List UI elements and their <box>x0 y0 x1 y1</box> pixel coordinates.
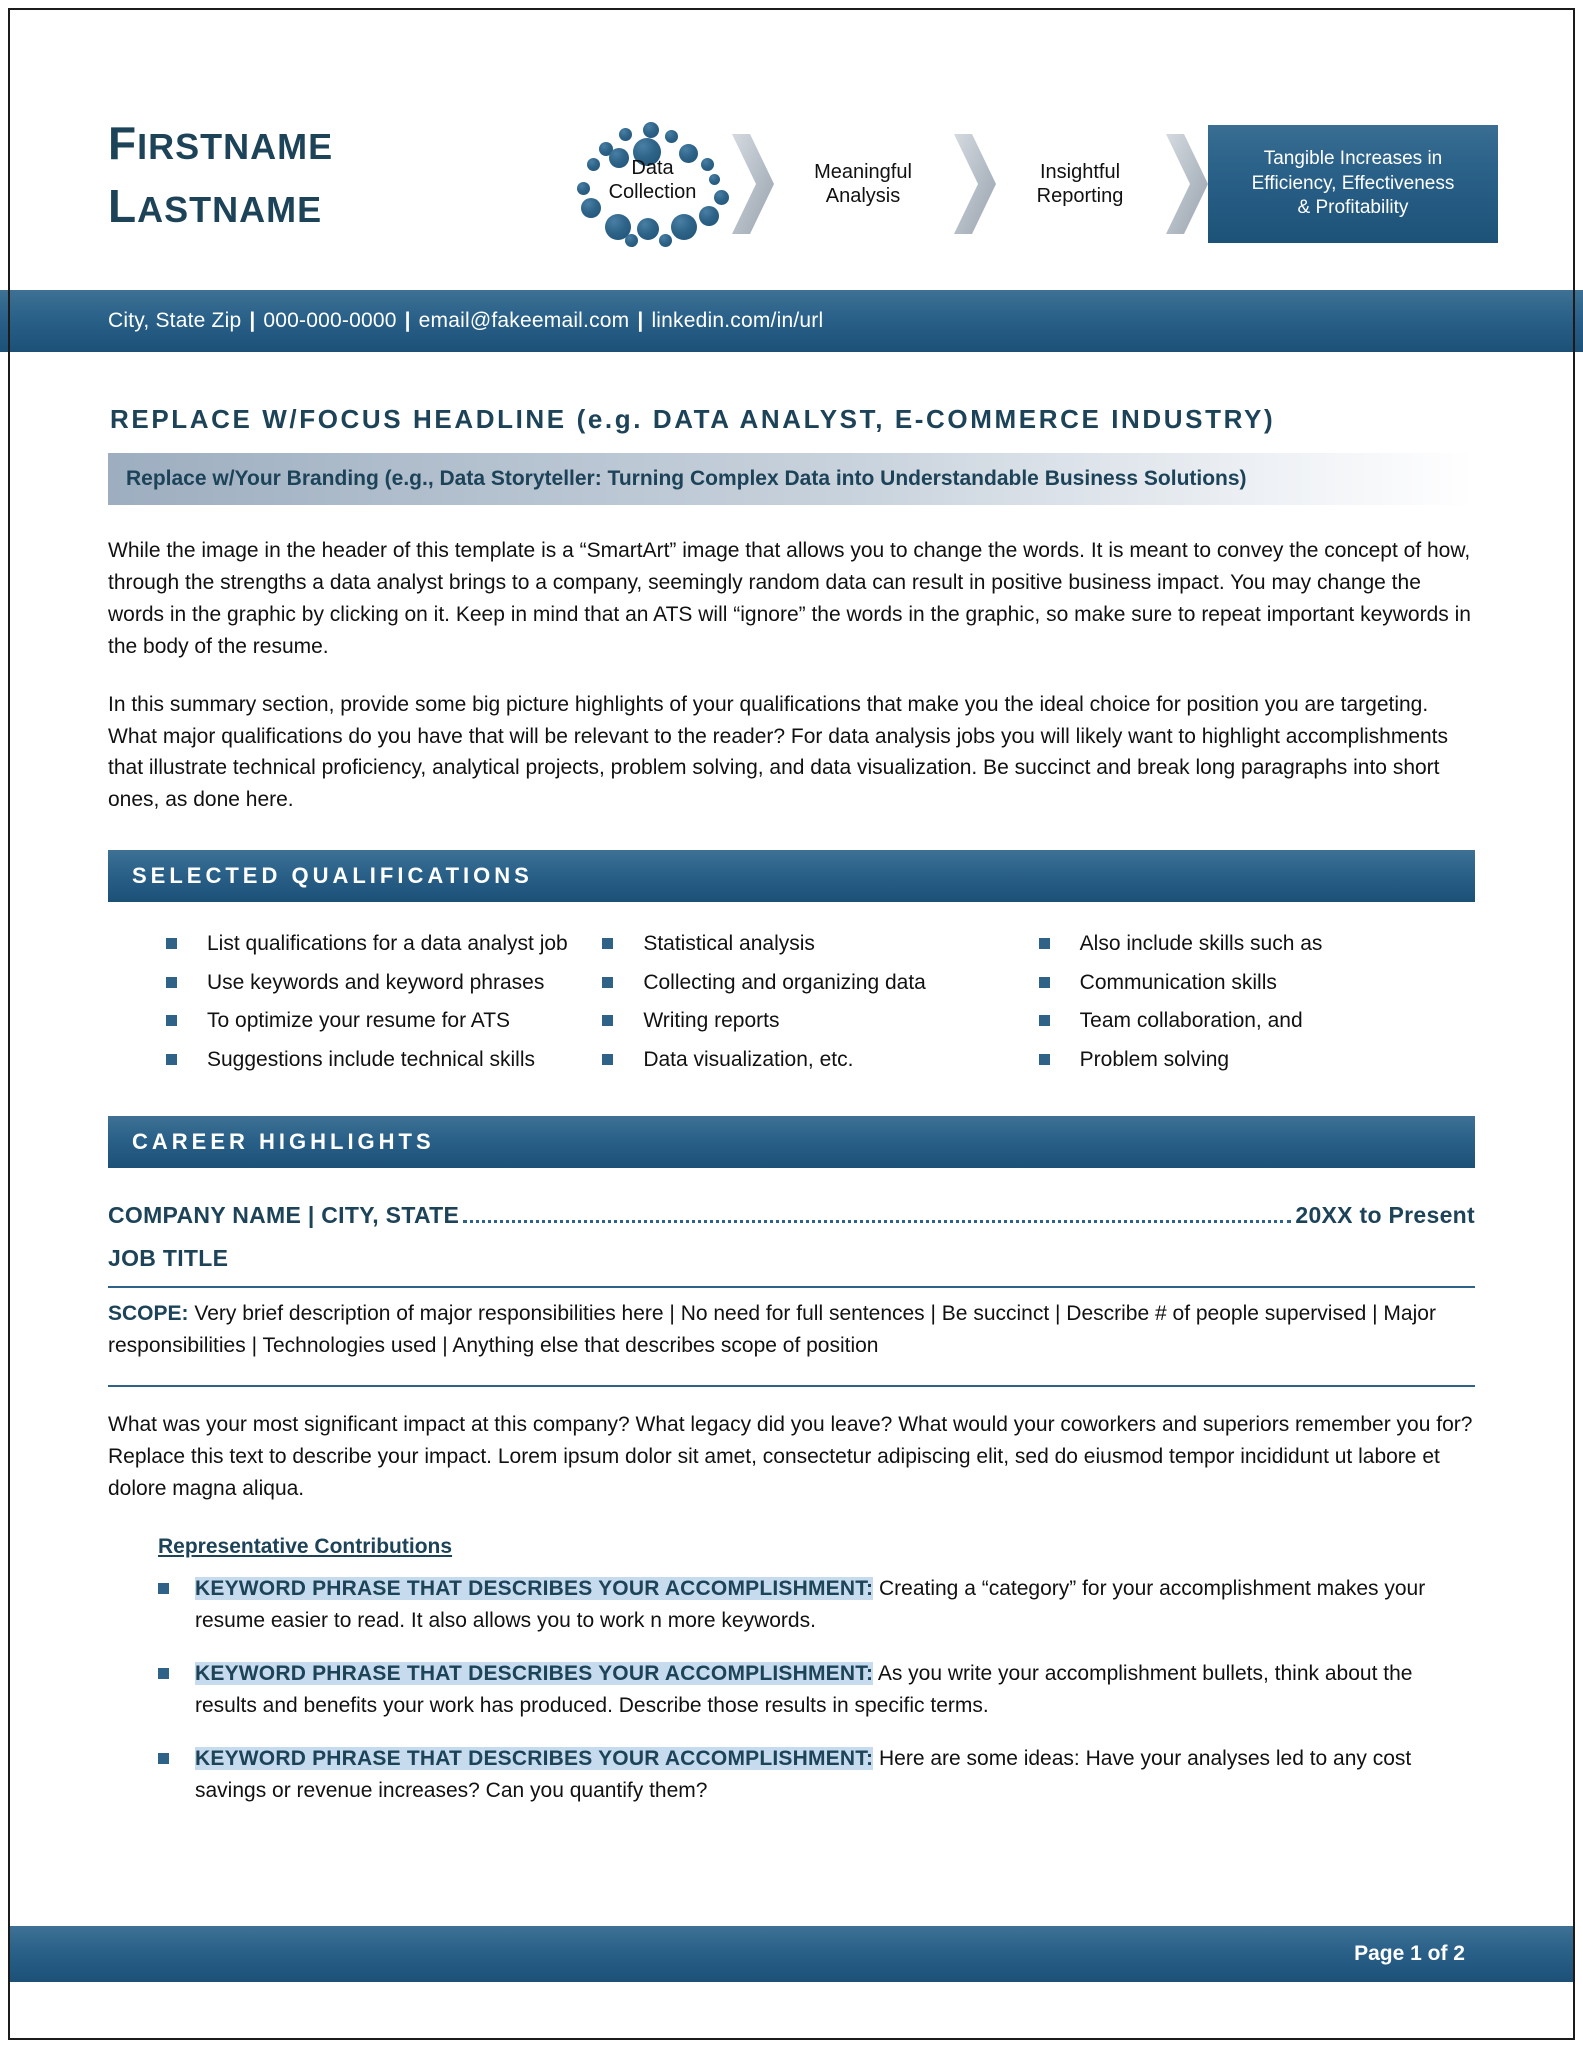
square-bullet-icon <box>1039 1015 1050 1026</box>
accomplishment-text <box>195 1658 1475 1721</box>
list-item <box>166 967 592 1000</box>
square-bullet-icon <box>602 1054 613 1065</box>
chevron-arrow-2-icon <box>952 130 996 238</box>
dotted-leader-line <box>463 1219 1291 1223</box>
job-company-city: COMPANY NAME | CITY, STATE <box>108 1202 460 1229</box>
contact-separator-1: | <box>249 309 256 332</box>
stage1-line1: Data <box>631 157 674 179</box>
first-name-rest: IRSTNAME <box>137 126 334 167</box>
contact-separator-3: | <box>637 309 644 332</box>
contact-location: City, State Zip <box>108 309 242 332</box>
scope-text: Very brief description of major responsibilities here | No need for full sentences | Be succinct | Describe # of people supervised | Major responsibilities | Technologies used | Anything else that describes scope of position <box>108 1302 1436 1357</box>
focus-headline: REPLACE W/FOCUS HEADLINE (e.g. DATA ANALYST, E-COMMERCE INDUSTRY) <box>110 404 1276 434</box>
qualifications-column-3 <box>1039 928 1475 1082</box>
branding-statement: Replace w/Your Branding (e.g., Data Storyteller: Turning Complex Data into Understandable Business Solutions) <box>108 453 1475 505</box>
accomplishment-list <box>158 1573 1475 1806</box>
first-name-line <box>108 112 438 175</box>
accomplishment-detail: Here are some ideas: Have your analyses led to any cost savings or revenue increases? Can you quantify them? <box>195 1747 1412 1802</box>
qualification-text: Problem solving <box>1079 1047 1230 1071</box>
representative-contributions-heading: Representative Contributions <box>158 1535 453 1559</box>
contact-email[interactable]: email@fakeemail.com <box>418 309 630 332</box>
list-item <box>1039 1044 1465 1077</box>
list-item <box>158 1743 1475 1806</box>
square-bullet-icon <box>166 1015 177 1026</box>
chevron-arrow-3-icon <box>1164 130 1208 238</box>
smartart-process-graphic[interactable] <box>575 120 1480 248</box>
job-scope <box>108 1288 1475 1371</box>
qualification-text: Data visualization, etc. <box>643 1047 854 1071</box>
resume-body <box>0 404 1583 1806</box>
scope-bottom-rule <box>108 1385 1475 1387</box>
accomplishment-text <box>195 1743 1475 1806</box>
chevron-arrow-1-icon <box>730 130 774 238</box>
last-name-initial: L <box>108 180 138 233</box>
smartart-stage-3-label <box>996 160 1164 209</box>
accomplishment-keyword: KEYWORD PHRASE THAT DESCRIBES YOUR ACCOMPLISHMENT: <box>195 1747 874 1771</box>
list-item <box>166 1005 592 1038</box>
qualification-text: Team collaboration, and <box>1079 1009 1303 1033</box>
square-bullet-icon <box>602 938 613 949</box>
square-bullet-icon <box>158 1668 169 1679</box>
contact-linkedin[interactable]: linkedin.com/in/url <box>651 309 824 332</box>
qualification-text: Suggestions include technical skills <box>207 1047 536 1071</box>
resume-header <box>0 0 1583 290</box>
list-item <box>1039 1005 1465 1038</box>
qualification-text: List qualifications for a data analyst job <box>207 932 568 956</box>
summary-paragraph-1: While the image in the header of this template is a “SmartArt” image that allows you to change the words. It is meant to convey the concept of how, through the strengths a data analyst brings to a company, seemingly random data can result in positive business impact. You may change the words in the graphic by clicking on it. Keep in mind that an ATS will “ignore” the words in the graphic, so make sure to repeat important keywords in the body of the resume. <box>108 539 1471 658</box>
scope-label: SCOPE: <box>108 1302 189 1326</box>
first-name-initial: F <box>108 117 138 169</box>
square-bullet-icon <box>158 1753 169 1764</box>
last-name-rest: ASTNAME <box>137 189 323 231</box>
stage2-line2: Analysis <box>825 185 901 207</box>
accomplishment-detail: As you write your accomplishment bullets, think about the results and benefits your work has produced. Describe those results in specific terms. <box>195 1662 1413 1717</box>
data-collection-dot-ring-icon <box>575 120 730 248</box>
qualifications-columns <box>108 928 1475 1082</box>
accomplishment-detail: Creating a “category” for your accomplishment makes your resume easier to read. It also allows you to work n more keywords. <box>195 1577 1426 1632</box>
stage3-line1: Insightful <box>1039 160 1121 183</box>
candidate-name <box>108 112 438 239</box>
square-bullet-icon <box>602 977 613 988</box>
list-item <box>602 1044 1028 1077</box>
square-bullet-icon <box>1039 938 1050 949</box>
page-footer <box>10 1926 1573 1982</box>
square-bullet-icon <box>1039 977 1050 988</box>
contact-separator-2: | <box>404 309 411 332</box>
smartart-outcome-box <box>1208 125 1498 243</box>
stage1-line2: Collection <box>608 181 697 204</box>
section-header-career-highlights: CAREER HIGHLIGHTS <box>108 1116 1475 1168</box>
square-bullet-icon <box>166 938 177 949</box>
last-name-line <box>108 175 438 238</box>
section-header-selected-qualifications: SELECTED QUALIFICATIONS <box>108 850 1475 902</box>
outcome-line1: Tangible Increases in <box>1263 147 1443 169</box>
qualification-text: Collecting and organizing data <box>643 970 926 994</box>
contact-phone[interactable]: 000-000-0000 <box>263 309 397 332</box>
qualification-text: Writing reports <box>643 1009 780 1033</box>
page-number: Page 1 of 2 <box>1354 1942 1465 1965</box>
list-item <box>602 1005 1028 1038</box>
smartart-stage-1-label <box>575 156 730 205</box>
qualifications-column-1 <box>166 928 602 1082</box>
accomplishment-text <box>195 1573 1475 1636</box>
list-item <box>602 967 1028 1000</box>
qualification-text: Communication skills <box>1079 970 1277 994</box>
stage3-line2: Reporting <box>1036 185 1124 207</box>
list-item <box>158 1573 1475 1636</box>
accomplishment-keyword: KEYWORD PHRASE THAT DESCRIBES YOUR ACCOMPLISHMENT: <box>195 1577 874 1601</box>
qualifications-column-2 <box>602 928 1038 1082</box>
square-bullet-icon <box>602 1015 613 1026</box>
square-bullet-icon <box>166 1054 177 1065</box>
outcome-line2: Efficiency, Effectiveness <box>1251 172 1455 194</box>
qualification-text: Also include skills such as <box>1079 932 1323 956</box>
list-item <box>166 1044 592 1077</box>
list-item <box>602 928 1028 961</box>
contact-bar <box>0 290 1583 352</box>
stage2-line1: Meaningful <box>814 160 912 183</box>
job-impact-paragraph: What was your most significant impact at this company? What legacy did you leave? What would your coworkers and superiors remember you for? Replace this text to describe your impact. Lorem ipsum dolor sit amet, consectetur adipiscing elit, sed do eiusmod tempor incididunt ut labore et dolore magna aliqua. <box>108 1413 1473 1501</box>
list-item <box>1039 967 1465 1000</box>
job-title: JOB TITLE <box>108 1245 229 1272</box>
square-bullet-icon <box>1039 1054 1050 1065</box>
job-header-row <box>108 1202 1475 1229</box>
qualification-text: Statistical analysis <box>643 932 815 956</box>
square-bullet-icon <box>166 977 177 988</box>
square-bullet-icon <box>158 1583 169 1594</box>
smartart-stage-2-label <box>774 160 952 209</box>
qualification-text: Use keywords and keyword phrases <box>207 970 545 994</box>
summary-paragraph-2: In this summary section, provide some big picture highlights of your qualifications that make you the ideal choice for position you are targeting. What major qualifications do you have that will be relevant to the reader? For data analysis jobs you will likely want to highlight accomplishments that illustrate technical proficiency, analytical projects, problem solving, and data visualization. Be succinct and break long paragraphs into short ones, as done here. <box>108 692 1449 812</box>
list-item <box>166 928 592 961</box>
accomplishment-keyword: KEYWORD PHRASE THAT DESCRIBES YOUR ACCOMPLISHMENT: <box>195 1662 874 1686</box>
list-item <box>1039 928 1465 961</box>
qualification-text: To optimize your resume for ATS <box>207 1009 511 1033</box>
job-dates: 20XX to Present <box>1295 1202 1475 1229</box>
list-item <box>158 1658 1475 1721</box>
outcome-line3: & Profitability <box>1297 197 1409 219</box>
